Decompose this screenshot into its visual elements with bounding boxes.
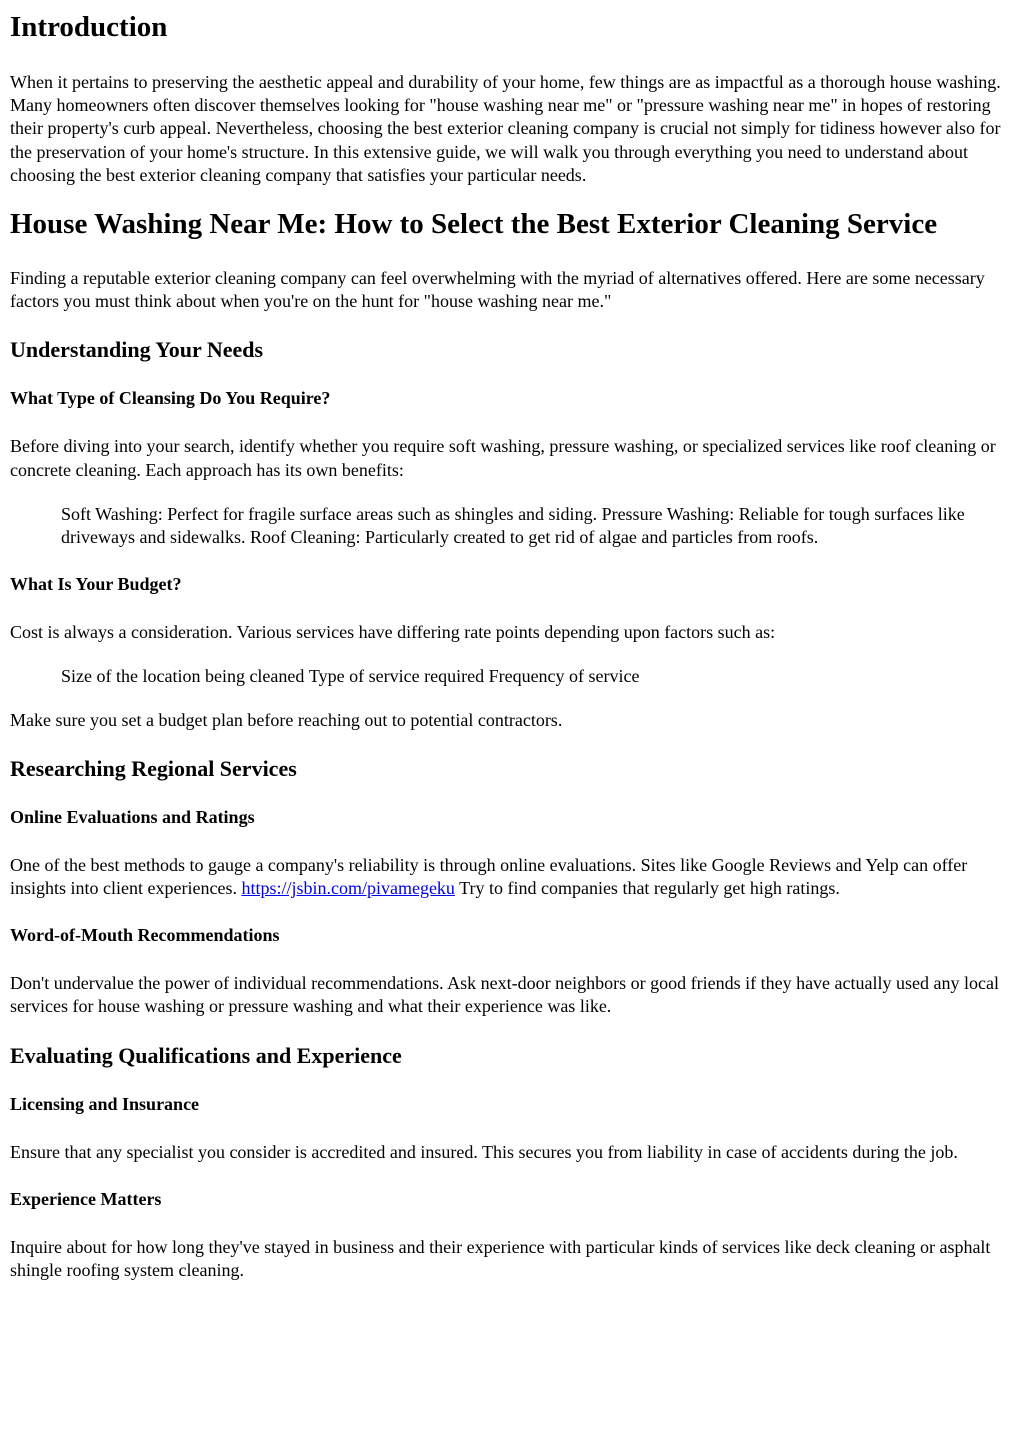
word-of-mouth-paragraph: Don't undervalue the power of individual recommendations. Ask next-door neighbors or good friends if they have actually used any local services for house washing or pressure washing and what their experience was like.	[10, 973, 999, 1017]
needs-heading: Understanding Your Needs	[10, 337, 264, 363]
list-item: Roof Cleaning: Particularly created to get rid of algae and particles from roofs.	[249, 527, 819, 548]
licensing-paragraph: Ensure that any specialist you consider is accredited and insured. This secures you from liability in case of accidents during the job.	[10, 1141, 958, 1162]
licensing-heading: Licensing and Insurance	[10, 1093, 200, 1114]
word-of-mouth-heading: Word-of-Mouth Recommendations	[10, 925, 280, 946]
experience-heading: Experience Matters	[10, 1188, 162, 1209]
qualifications-heading: Evaluating Qualifications and Experience	[10, 1042, 402, 1068]
list-item: Soft Washing: Perfect for fragile surface areas such as shingles and siding.	[61, 503, 602, 524]
cleansing-type-paragraph: Before diving into your search, identify whether you require soft washing, pressure washing, or specialized services like roof cleaning or concrete cleaning. Each approach has its own benefits:	[10, 436, 996, 480]
reviews-paragraph	[10, 854, 1014, 900]
list-item: Frequency of service	[488, 666, 640, 687]
research-heading: Researching Regional Services	[10, 755, 297, 781]
reviews-heading: Online Evaluations and Ratings	[10, 806, 255, 827]
budget-heading: What Is Your Budget?	[10, 574, 182, 595]
article	[0, 10, 1024, 1282]
main-heading: House Washing Near Me: How to Select the Best Exterior Cleaning Service	[10, 208, 938, 241]
list-item: Type of service required	[308, 666, 489, 687]
budget-closing: Make sure you set a budget plan before reaching out to potential contractors.	[10, 709, 563, 730]
experience-paragraph: Inquire about for how long they've stayed in business and their experience with particular kinds of services like deck cleaning or asphalt shingle roofing system cleaning.	[10, 1236, 991, 1281]
intro-paragraph: When it pertains to preserving the aesthetic appeal and durability of your home, few things are as impactful as a thorough house washing. Many homeowners often discover themselves looking for "house washing near me" or "pressure washing near me" in hopes of restoring their property's curb appeal. Nevertheless, choosing the best exterior cleaning company is crucial not simply for tidiness however also for the preservation of your home's structure. In this extensive guide, we will walk you through everything you need to understand about choosing the best exterior cleaning company that satisfies your particular needs.	[10, 72, 1001, 185]
budget-list	[10, 665, 1014, 688]
reviews-text-before: One of the best methods to gauge a company's reliability is through online evaluations. Sites like Google Reviews and Yelp can offer insights into client experiences.	[10, 854, 968, 899]
jsbin-link[interactable]: https://jsbin.com/pivamegeku	[241, 878, 455, 899]
intro-heading: Introduction	[10, 11, 168, 43]
budget-paragraph: Cost is always a consideration. Various services have differing rate points depending upon factors such as:	[10, 622, 776, 643]
main-paragraph: Finding a reputable exterior cleaning company can feel overwhelming with the myriad of alternatives offered. Here are some necessary factors you must think about when you're on the hunt for "house washing near me."	[10, 268, 985, 312]
reviews-text-after: Try to find companies that regularly get high ratings.	[454, 878, 840, 899]
cleansing-type-list	[10, 503, 1014, 549]
cleansing-type-heading: What Type of Cleansing Do You Require?	[10, 388, 331, 409]
list-item: Size of the location being cleaned	[61, 666, 309, 687]
list-item: Pressure Washing: Reliable for tough surfaces like driveways and sidewalks.	[61, 503, 965, 548]
